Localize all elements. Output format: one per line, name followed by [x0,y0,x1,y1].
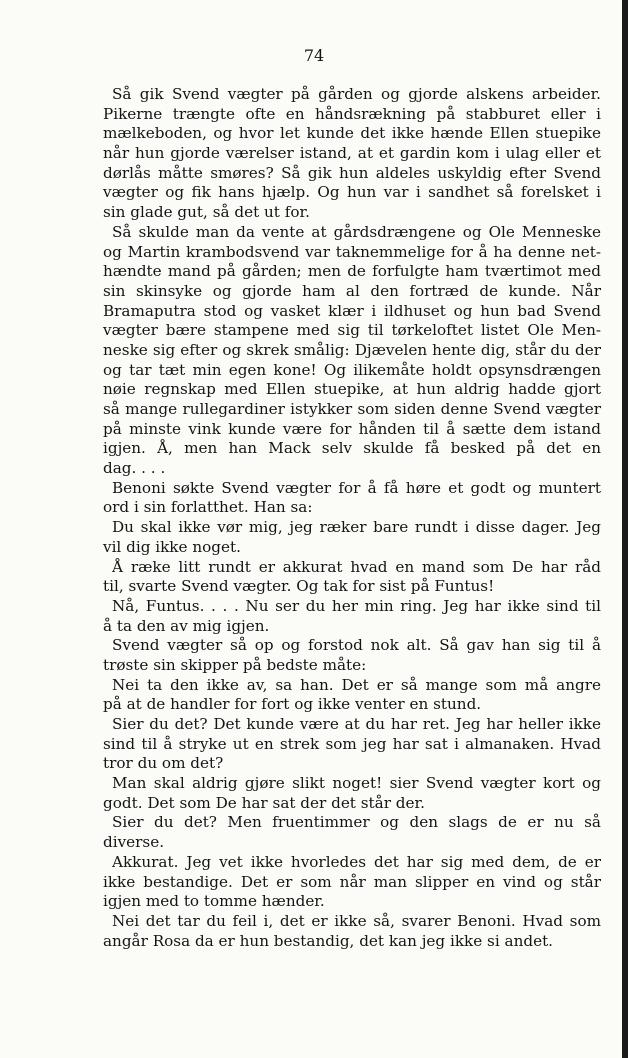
text-line: til, svarte Svend vægter. Og tak for sist på Funtus! [103,577,495,596]
text-line: å ta den av mig igjen. [103,616,270,635]
text-line: trøste sin skipper på bedste måte: [103,655,367,674]
text-line: Bramaputra stod og vasket klær i ildhuset og hun bad Svend [103,301,601,320]
text-line: mælkeboden, og hvor let kunde det ikke hænde Ellen stuepike [103,124,601,143]
text-line: ord i sin forlatthet. Han sa: [103,498,313,517]
text-line: angår Rosa da er hun bestandig, det kan jeg ikke si andet. [103,931,553,950]
text-line: vægter bære stampene med sig til tørkeloftet listet Ole Men- [103,321,601,340]
text-line: nøie regnskap med Ellen stuepike, at hun aldrig hadde gjort [103,380,601,399]
text-line: dørlås måtte smøres? Så gik hun aldeles uskyldig efter Svend [103,163,601,182]
text-line: ikke bestandige. Det er som når man slipper en vind og står [103,872,601,891]
text-line: igjen med to tomme hænder. [103,892,325,911]
text-line: Du skal ikke vør mig, jeg ræker bare rundt i disse dager. Jeg [112,518,601,537]
text-line: neske sig efter og skrek smålig: Djævelen hente dig, står du der [103,340,601,359]
text-line: så mange rullegardiner istykker som siden denne Svend vægter [103,400,601,418]
text-line: Svend vægter så op og forstod nok alt. Så gav han sig til å [112,636,601,655]
text-line: Sier du det? Men fruentimmer og den slags de er nu så [112,813,601,832]
text-line: sin glade gut, så det ut for. [103,203,310,222]
text-line: igjen. Å, men han Mack selv skulde få besked på det en [103,439,601,458]
text-line: Benoni søkte Svend vægter for å få høre et godt og muntert [112,478,601,497]
text-line: Så gik Svend vægter på gården og gjorde alskens arbeider. [112,85,601,103]
text-line: sind til å stryke ut en strek som jeg har sat i almanaken. Hvad [103,734,601,753]
text-line: vil dig ikke noget. [103,537,241,556]
text-line: Nei det tar du feil i, det er ikke så, svarer Benoni. Hvad som [112,911,601,930]
text-line: godt. Det som De har sat der det står der. [103,793,425,812]
text-line: Nei ta den ikke av, sa han. Det er så mange som må angre [112,675,601,694]
text-line: Så skulde man da vente at gårdsdrængene og Ole Menneske [112,222,601,241]
text-line: diverse. [103,833,165,852]
text-line: på at de handler for fort og ikke venter en stund. [103,695,482,714]
text-line: hændte mand på gården; men de forfulgte ham tværtimot med [103,262,601,281]
text-line: Nå, Funtus. . . . Nu ser du her min ring. Jeg har ikke sind til [112,596,601,615]
text-line: Pikerne trængte ofte en håndsrækning på stabburet eller i [103,104,601,123]
text-line: og tar tæt min egen kone! Og ilikemåte holdt opsynsdrængen [103,360,601,379]
text-line: vægter og fik hans hjælp. Og hun var i sandhet så forelsket i [103,183,601,202]
text-line: og Martin krambodsvend var taknemmelige for å ha denne net- [103,242,601,261]
page-number: 74 [303,46,325,65]
text-line: Man skal aldrig gjøre slikt noget! sier Svend vægter kort og [112,774,601,793]
text-line: Å ræke litt rundt er akkurat hvad en mand som De har råd [112,557,601,576]
text-line: Sier du det? Det kunde være at du har ret. Jeg har heller ikke [112,715,601,733]
text-line: tror du om det? [103,754,224,773]
text-line: når hun gjorde værelser istand, at et gardin kom i ulag eller et [103,144,601,163]
text-line: på minste vink kunde være for hånden til å sætte dem istand [103,419,601,438]
text-line: Akkurat. Jeg vet ikke hvorledes det har sig med dem, de er [112,852,601,871]
text-line: dag. . . . [103,459,166,478]
scan-edge [622,0,628,1058]
text-line: sin skinsyke og gjorde ham al den fortræd de kunde. Når [103,281,601,300]
body-text [103,85,601,951]
